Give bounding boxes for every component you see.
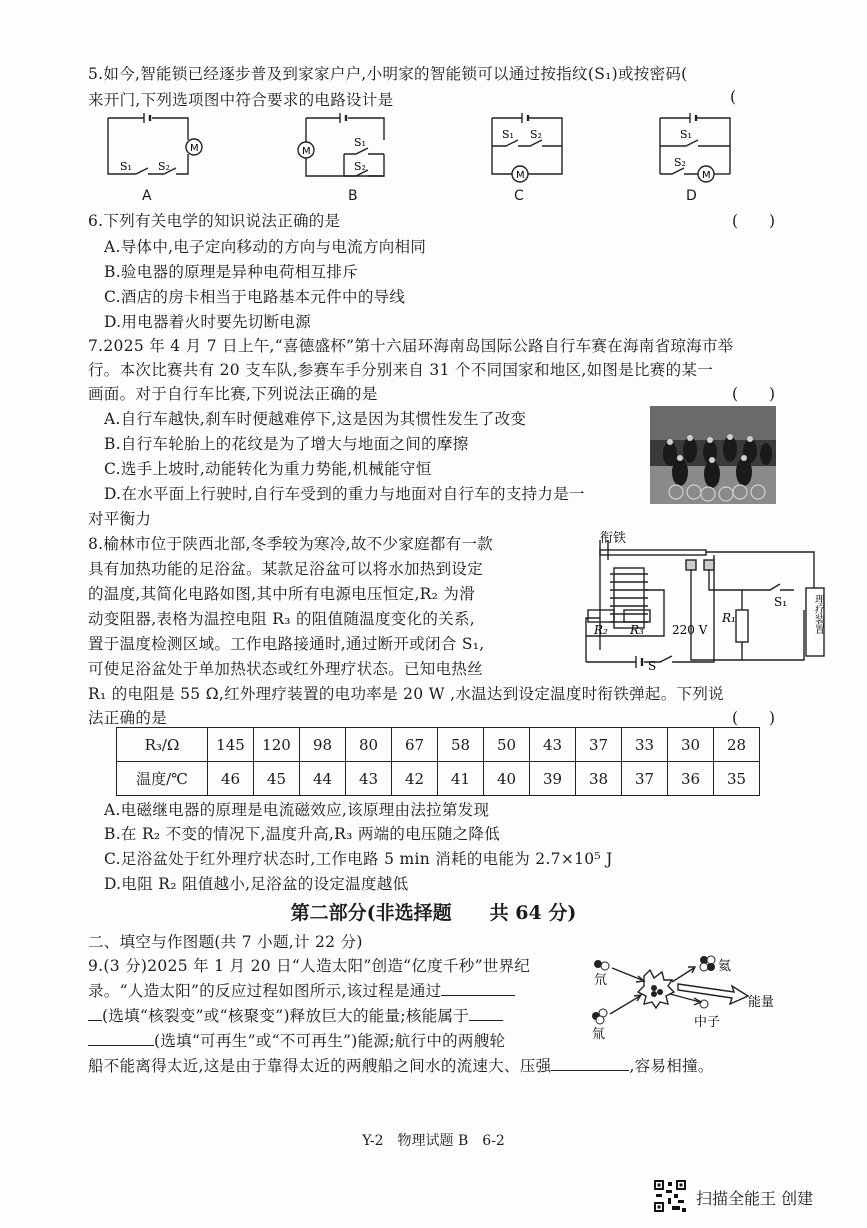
q9-stem-line1: 9.(3 分)2025 年 1 月 20 日“人造太阳”创造“亿度千秒”世界纪 [88,957,531,975]
q9-line5-end: ,容易相撞。 [629,1057,714,1075]
switch-s1-label: S₁ [680,128,692,141]
switch-s1-label: S₁ [354,136,366,149]
r2-label: R₂ [594,623,608,637]
switch-s1-label: S₁ [774,595,788,609]
table-cell: 120 [254,728,300,762]
table-cell: 45 [254,762,300,796]
therapy-device-label: 理疗装置 [812,594,824,634]
q7-option-d-cont: 对平衡力 [88,510,152,528]
table-cell: 46 [208,762,254,796]
q8-option-b: B.在 R₂ 不变的情况下,温度升高,R₃ 两端的电压随之降低 [104,825,501,843]
part2-title: 第二部分(非选择题 共 64 分) [290,902,577,924]
table-cell: 98 [300,728,346,762]
table-cell: 38 [576,762,622,796]
r1-label: R₁ [722,611,736,625]
q9-line2-text: 录。“人造太阳”的反应过程如图所示,该过程是通过 [88,982,442,1000]
r3-label: R₃ [630,623,644,637]
q7-option-c: C.选手上坡时,动能转化为重力势能,机械能守恒 [104,460,432,478]
q5-stem-line1: 5.如今,智能锁已经逐步普及到家家户户,小明家的智能锁可以通过按指纹(S₁)或按密码( [88,65,688,83]
motor-label: M [702,170,711,181]
q9-stem-line3 [88,1004,503,1026]
q8-stem-line1: 8.榆林市位于陕西北部,冬季较为寒冷,故不少家庭都有一款 [88,535,494,553]
switch-s2-label: S₂ [354,160,366,173]
scanner-watermark: 扫描全能王 创建 [696,1189,814,1208]
table-cell: 33 [622,728,668,762]
table-header-cell: 温度/℃ [117,762,208,796]
q6-option-b: B.验电器的原理是异种电荷相互排斥 [104,263,358,281]
page-footer: Y-2 物理试题 B 6-2 [362,1133,505,1149]
q6-option-a: A.导体中,电子定向移动的方向与电流方向相同 [104,238,427,256]
q8-option-a: A.电磁继电器的原理是电流磁效应,该原理由法拉第发现 [104,801,490,819]
table-row [117,728,760,762]
q8-stem-line7: R₁ 的电阻是 55 Ω,红外理疗装置的电功率是 20 W ,水温达到设定温度时衔铁弹起。下列说 [88,685,724,703]
table-cell: 50 [484,728,530,762]
table-cell: 39 [530,762,576,796]
q9-line3-text: (选填“核裂变”或“核聚变”)释放巨大的能量;核能属于 [102,1007,470,1025]
q5-stem-line2: 来开门,下列选项图中符合要求的电路设计是 [88,91,394,109]
motor-label: M [190,143,199,154]
q7-stem-line2: 行。本次比赛共有 20 支车队,参赛车手分别来自 31 个不同国家和地区,如图是比赛的某一 [88,361,714,379]
table-cell: 41 [438,762,484,796]
circuit-c [488,112,568,184]
q9-line5-text: 船不能离得太近,这是由于靠得太近的两艘船之间水的流速大、压强 [88,1057,552,1075]
q7-option-a: A.自行车越快,刹车时便越难停下,这是因为其惯性发生了改变 [104,410,527,428]
q7-stem-line3: 画面。对于自行车比赛,下列说法正确的是 [88,385,378,403]
qr-code-icon [652,1178,688,1214]
q9-stem-line2 [88,979,515,1001]
table-cell: 43 [346,762,392,796]
q6-answer-bracket: ( ) [732,212,776,230]
q6-option-c: C.酒店的房卡相当于电路基本元件中的导线 [104,288,406,306]
circuit-a-label: A [142,188,152,204]
q9-blank-2[interactable] [469,1006,503,1021]
q9-blank-1-cont[interactable] [88,1006,102,1021]
q8-option-c: C.足浴盆处于红外理疗状态时,工作电路 5 min 消耗的电能为 2.7×10⁵ J [104,850,613,868]
q8-stem-line5: 置于温度检测区域。工作电路接通时,通过断开或闭合 S₁, [88,635,485,653]
tritium-label: 氚 [592,1027,606,1042]
q7-option-d: D.在水平面上行驶时,自行车受到的重力与地面对自行车的支持力是一 [104,485,585,503]
table-cell: 35 [714,762,760,796]
energy-label: 能量 [748,995,775,1010]
q7-option-b: B.自行车轮胎上的花纹是为了增大与地面之间的摩擦 [104,435,469,453]
q7-answer-bracket: ( ) [732,385,776,403]
table-cell: 43 [530,728,576,762]
circuit-c-label: C [514,188,524,204]
q6-option-d: D.用电器着火时要先切断电源 [104,313,312,331]
foot-bath-circuit-diagram [574,530,842,670]
switch-s1-label: S₁ [502,128,514,141]
q8-stem-line3: 的温度,其简化电路如图,其中所有电源电压恒定,R₂ 为滑 [88,585,475,603]
table-cell: 30 [668,728,714,762]
circuit-d-label: D [686,188,697,204]
cycling-race-photo [650,406,776,504]
table-cell: 36 [668,762,714,796]
q9-stem-line4 [88,1029,505,1051]
deuterium-label: 氘 [594,973,608,988]
table-cell: 28 [714,728,760,762]
q8-stem-line6: 可使足浴盆处于单加热状态或红外理疗状态。已知电热丝 [88,660,484,678]
switch-s-label: S [648,659,657,670]
q8-stem-line2: 具有加热功能的足浴盆。某款足浴盆可以将水加热到设定 [88,560,484,578]
table-row [117,762,760,796]
neutron-label: 中子 [694,1015,721,1030]
resistance-temperature-table [116,727,760,796]
q6-stem: 6.下列有关电学的知识说法正确的是 [88,212,341,230]
armature-label: 衔铁 [600,531,627,546]
table-cell: 58 [438,728,484,762]
circuit-a [104,112,214,180]
switch-s2-label: S₂ [530,128,542,141]
table-cell: 37 [576,728,622,762]
table-cell: 44 [300,762,346,796]
table-cell: 37 [622,762,668,796]
q8-option-d: D.电阻 R₂ 阻值越小,足浴盆的设定温度越低 [104,875,409,893]
circuit-d [656,112,736,184]
table-header-cell: R₃/Ω [117,728,208,762]
table-cell: 80 [346,728,392,762]
q9-stem-line5 [88,1054,714,1076]
q8-answer-bracket: ( ) [732,709,776,727]
helium-label: 氦 [718,959,732,974]
q8-stem-line4: 动变阻器,表格为温控电阻 R₃ 的阻值随温度变化的关系, [88,610,475,628]
switch-s2-label: S₂ [674,156,686,169]
table-cell: 145 [208,728,254,762]
circuit-b [294,112,394,180]
q8-stem-line8: 法正确的是 [88,709,168,727]
table-cell: 42 [392,762,438,796]
motor-label: M [302,146,311,157]
voltage-label: 220 V [672,623,708,637]
table-cell: 67 [392,728,438,762]
q9-line4-text: (选填“可再生”或“不可再生”)能源;航行中的两艘轮 [154,1032,506,1050]
switch-s2-label: S₂ [158,160,170,173]
part2-subtitle: 二、填空与作图题(共 7 小题,计 22 分) [88,933,363,951]
q9-blank-1[interactable] [441,981,515,996]
nuclear-fusion-diagram [588,950,784,1050]
q9-blank-2-cont[interactable] [88,1031,154,1046]
q9-blank-3[interactable] [551,1056,629,1071]
q7-stem-line1: 7.2025 年 4 月 7 日上午,“喜德盛杯”第十六届环海南岛国际公路自行车赛在海南省琼海市举 [88,337,734,355]
motor-label: M [516,170,525,181]
circuit-b-label: B [348,188,358,204]
switch-s1-label: S₁ [120,160,132,173]
table-cell: 40 [484,762,530,796]
q5-answer-bracket: ( [730,88,737,106]
